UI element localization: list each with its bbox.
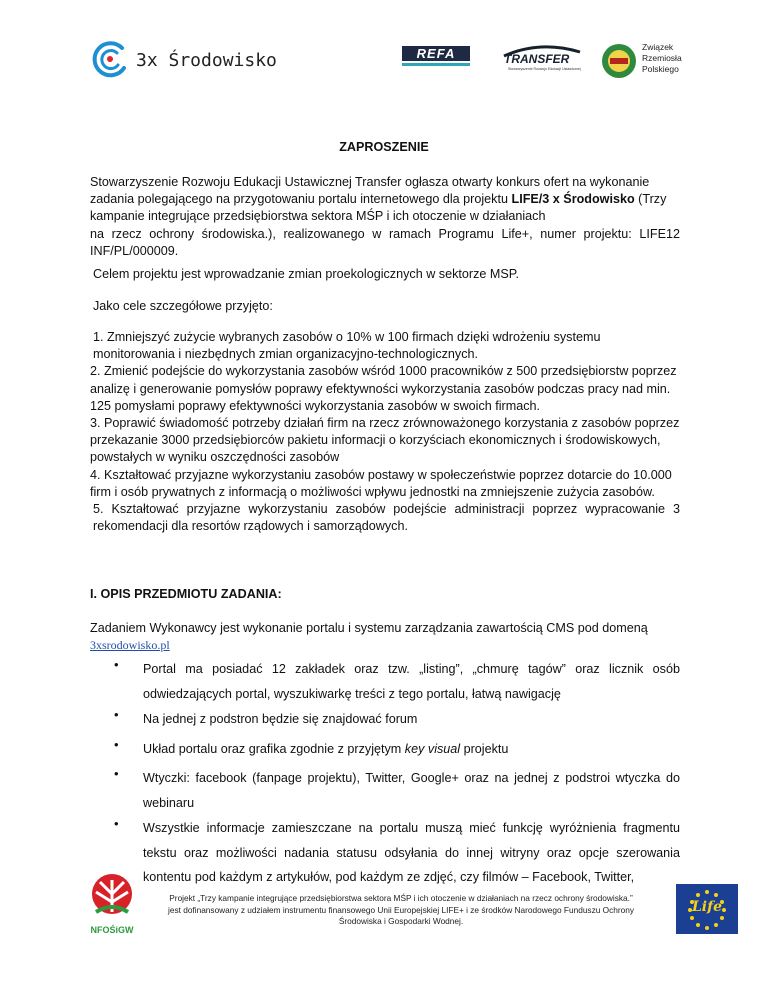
logo-nfosigw: NFOŚiGW (86, 872, 138, 934)
bullet-icon: • (114, 657, 119, 672)
logo-transfer: TRANSFER Stowarzyszenie Rozwoju Edukacji Ustawicznej (500, 44, 584, 76)
goal-item: 1. Zmniejszyć zużycie wybranych zasobów o 10% w 100 firmach dzięki wdrożeniu systemu monitorowania i niezbędnych zmian organizacyjno-technologicznych. (93, 330, 601, 362)
logo-zrp: Związek Rzemiosła Polskiego (600, 40, 684, 84)
aim-paragraph: Celem projektu jest wprowadzanie zmian proekologicznych w sektorze MSP. (93, 267, 520, 281)
zrp-emblem-icon (600, 42, 638, 80)
goals-list (90, 329, 680, 535)
list-item: • Układ portalu oraz grafika zgodnie z przyjętym key visual projektu (114, 737, 509, 756)
nfosigw-emblem-icon (86, 872, 138, 920)
project-name: LIFE/3 x Środowisko (511, 192, 635, 207)
list-item: • Wtyczki: facebook (fanpage projektu), Twitter, Google+ oraz na jednej z podstroi wtyczka do webinaru (114, 766, 680, 810)
bullet-icon: • (114, 737, 119, 752)
logo-3x-srodowisko (88, 38, 277, 84)
intro-paragraph: Stowarzyszenie Rozwoju Edukacji Ustawicznej Transfer ogłasza otwarty konkurs ofert na wykonanie zadania polegającego na przygotowaniu portalu internetowego dla projektu LIFE/3 x Środowisko (Trzy kampanie integrujące przedsiębiorstwa sektora MŚP i ich otoczenie w działaniach na rzecz ochrony środowiska.), realizowanego w ramach Programu Life+, numer projektu: LIFE12 INF/PL/000009. (90, 175, 680, 258)
bullet-icon: • (114, 816, 119, 831)
list-item: • Na jednej z podstron będzie się znajdować forum (114, 707, 418, 726)
goal-item: 2. Zmienić podejście do wykorzystania zasobów wśród 1000 pracowników z 500 przedsiębiorstw poprzez analizę i generowanie pomysłów poprawy efektywności wykorzystania zasobów podczas pracy nad min. 125 pomysłami poprawy efektywności wykorzystania zasobów w swoich firmach. (90, 364, 677, 413)
goals-intro: Jako cele szczegółowe przyjęto: (93, 299, 273, 313)
footer-text: Projekt „Trzy kampanie integrujące przedsiębiorstwa sektora MŚP i ich otoczenie w działaniach na rzecz ochrony środowiska.” jest dofinansowany z udziałem instrumentu finansowego Unii Europejskiej LIFE+ i ze środków Narodowego Funduszu Ochrony Środowiska i Gospodarki Wodnej. (167, 893, 635, 926)
logo-3x-srodowisko-text: 3x Środowisko (136, 50, 277, 71)
list-item: • Portal ma posiadać 12 zakładek oraz tzw. „listing”, „chmurę tagów” oraz licznik osób odwiedzających portal, wyszukiwarkę treści z tego portalu, łatwą nawigację (114, 657, 680, 701)
document-title: ZAPROSZENIE (339, 140, 429, 154)
bullet-icon: • (114, 766, 119, 781)
section-heading: I. OPIS PRZEDMIOTU ZADANIA: (90, 587, 282, 601)
logo-refa: REFA (402, 46, 470, 68)
logo-3x-srodowisko-mark (88, 38, 132, 82)
bullet-icon: • (114, 707, 119, 722)
list-item: • Wszystkie informacje zamieszczane na portalu muszą mieć funkcję wyróżnienia fragmentu tekstu oraz możliwości nadania statusu odsyłania do innej witryny oraz opcje szerowania kontentu pod każdym z artykułów, pod każdym ze zdjęć, czy filmów – Facebook, Twitter, (114, 816, 680, 884)
goal-item: 5. Kształtować przyjazne wykorzystaniu zasobów podejście administracji poprzez wypracowanie 3 rekomendacji dla resortów rządowych i samorządowych. (93, 502, 680, 534)
task-paragraph: Zadaniem Wykonawcy jest wykonanie portalu i systemu zarządzania zawartością CMS pod domeną 3xsrodowisko.pl (90, 621, 648, 653)
domain-link[interactable]: 3xsrodowisko.pl (90, 638, 170, 653)
goal-item: 4. Kształtować przyjazne wykorzystaniu zasobów postawy w społeczeństwie poprzez dotarcie do 10.000 firm i osób prywatnych z informacją o możliwości wpływu jednostki na zmniejszenie zużycia zasobów. (90, 467, 672, 499)
goal-item: 3. Poprawić świadomość potrzeby działań firm na rzecz zrównoważonego korzystania z zasobów poprzez przekazanie 3000 przedsiębiorców pakietu informacji o korzyściach ekonomicznych i środowiskowych, powstałych w wyniku oszczędności zasobów (90, 416, 680, 465)
logo-eu-life: Life (676, 884, 738, 934)
